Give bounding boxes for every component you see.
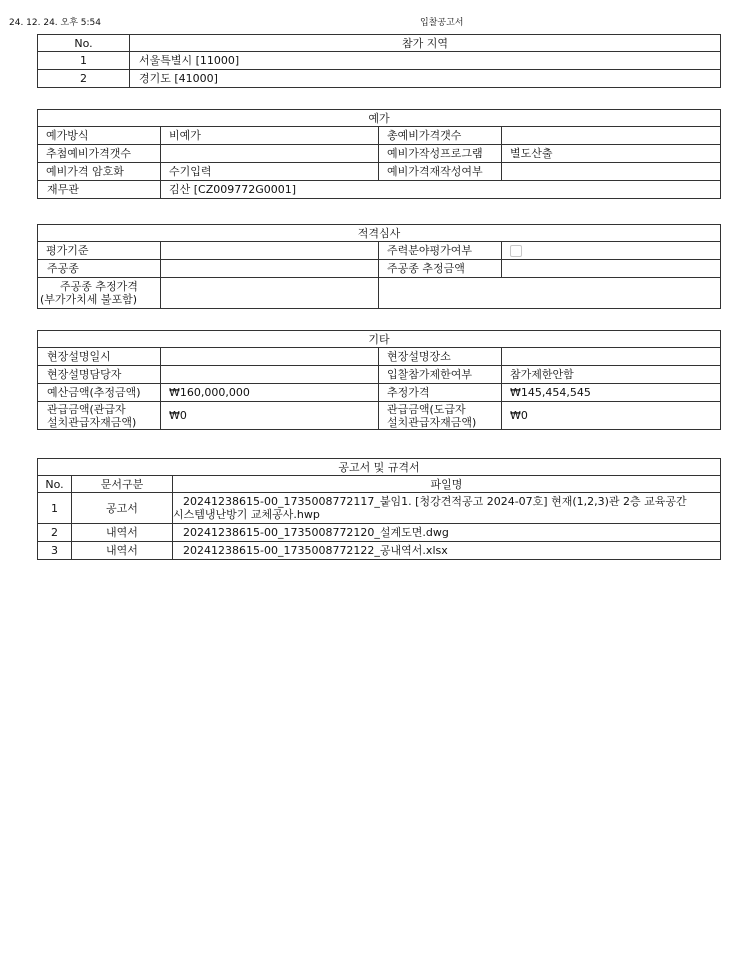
table-row	[38, 493, 721, 524]
qual-main-field-label: 주력분야평가여부	[379, 242, 502, 260]
table-row	[38, 542, 721, 560]
docs-row-file-line2: 시스템냉난방기 교체공사.hwp	[173, 508, 320, 521]
qual-price-label-line1: 주공종 추정가격	[60, 280, 138, 293]
etc-est-price-label: 추정가격	[379, 384, 502, 402]
table-row	[38, 384, 721, 402]
price-draw-count-label: 추첨예비가격갯수	[38, 145, 161, 163]
price-rewrite-value	[502, 163, 721, 181]
qual-price-label-line2: (부가가치세 불포함)	[40, 293, 138, 306]
table-row	[38, 145, 721, 163]
etc-briefing-place-value	[502, 348, 721, 366]
docs-col-no: No.	[38, 476, 72, 493]
region-row-no: 2	[38, 70, 130, 88]
price-officer-value: 김산 [CZ009772G0001]	[161, 181, 721, 199]
etc-briefing-place-label: 현장설명장소	[379, 348, 502, 366]
etc-table	[37, 330, 721, 430]
qual-main-type-price-value	[161, 278, 379, 309]
price-draw-count-value	[161, 145, 379, 163]
qual-main-type-price-label	[38, 278, 161, 309]
etc-supply-con-label-line2: 설치관급자재금액)	[387, 415, 477, 429]
region-row-no: 1	[38, 52, 130, 70]
etc-supply-gov-label-line1: 관급금액(관급자	[47, 402, 126, 416]
docs-row-type: 내역서	[72, 542, 173, 560]
etc-budget-label: 예산금액(추정금액)	[38, 384, 161, 402]
price-encrypt-value: 수기입력	[161, 163, 379, 181]
table-row	[38, 52, 721, 70]
price-rewrite-label: 예비가격재작성여부	[379, 163, 502, 181]
table-row	[38, 70, 721, 88]
print-datetime: 24. 12. 24. 오후 5:54	[9, 18, 101, 28]
docs-col-type: 문서구분	[72, 476, 173, 493]
etc-supply-con-label	[379, 402, 502, 430]
region-col-name: 참가 지역	[130, 35, 721, 52]
price-total-count-value	[502, 127, 721, 145]
docs-row-type: 내역서	[72, 524, 173, 542]
etc-briefing-person-label: 현장설명담당자	[38, 366, 161, 384]
docs-section-title: 공고서 및 규격서	[38, 459, 721, 476]
qual-criteria-label: 평가기준	[38, 242, 161, 260]
region-col-no: No.	[38, 35, 130, 52]
etc-briefing-date-label: 현장설명일시	[38, 348, 161, 366]
price-officer-label: 재무관	[38, 181, 161, 199]
table-row	[38, 163, 721, 181]
qual-main-field-cell	[502, 242, 721, 260]
etc-supply-gov-label	[38, 402, 161, 430]
qual-main-type-value	[161, 260, 379, 278]
docs-col-file: 파일명	[173, 476, 721, 493]
table-row	[38, 260, 721, 278]
etc-briefing-person-value	[161, 366, 379, 384]
price-encrypt-label: 예비가격 암호화	[38, 163, 161, 181]
docs-row-file-link[interactable]	[173, 493, 721, 524]
price-method-label: 예가방식	[38, 127, 161, 145]
table-row	[38, 127, 721, 145]
qual-main-type-amount-label: 주공종 추정금액	[379, 260, 502, 278]
main-field-checkbox[interactable]	[510, 245, 522, 257]
table-row	[38, 348, 721, 366]
table-row	[38, 524, 721, 542]
region-row-name: 경기도 [41000]	[130, 70, 721, 88]
etc-supply-gov-label-line2: 설치관급자재금액)	[47, 415, 137, 429]
etc-restrict-label: 입찰참가제한여부	[379, 366, 502, 384]
table-row	[38, 366, 721, 384]
price-section-title: 예가	[38, 110, 721, 127]
qual-section-title: 적격심사	[38, 225, 721, 242]
docs-row-no: 1	[38, 493, 72, 524]
price-method-value: 비예가	[161, 127, 379, 145]
etc-budget-value: ₩160,000,000	[161, 384, 379, 402]
docs-row-type: 공고서	[72, 493, 173, 524]
docs-row-file-link[interactable]: 20241238615-00_1735008772120_설계도면.dwg	[173, 524, 721, 542]
qual-criteria-value	[161, 242, 379, 260]
docs-row-no: 2	[38, 524, 72, 542]
page-header	[0, 0, 748, 30]
qual-empty-cell	[379, 278, 721, 309]
etc-section-title: 기타	[38, 331, 721, 348]
table-row	[38, 242, 721, 260]
price-program-value: 별도산출	[502, 145, 721, 163]
qual-main-type-label: 주공종	[38, 260, 161, 278]
table-row	[38, 181, 721, 199]
docs-row-no: 3	[38, 542, 72, 560]
etc-supply-con-label-line1: 관급금액(도급자	[387, 402, 466, 416]
region-table	[37, 34, 721, 88]
table-row	[38, 278, 721, 309]
price-total-count-label: 총예비가격갯수	[379, 127, 502, 145]
price-table	[37, 109, 721, 199]
document-title: 입찰공고서	[420, 18, 464, 28]
etc-supply-gov-value: ₩0	[161, 402, 379, 430]
docs-row-file-line1: 20241238615-00_1735008772117_붙임1. [청강견적공고 2024-07호] 현재(1,2,3)관 2층 교육공간	[183, 495, 687, 508]
qualification-table	[37, 224, 721, 309]
etc-restrict-value: 참가제한안함	[502, 366, 721, 384]
docs-row-file-link[interactable]: 20241238615-00_1735008772122_공내역서.xlsx	[173, 542, 721, 560]
table-row	[38, 402, 721, 430]
etc-est-price-value: ₩145,454,545	[502, 384, 721, 402]
etc-supply-con-value: ₩0	[502, 402, 721, 430]
qual-main-type-amount-value	[502, 260, 721, 278]
price-program-label: 예비가작성프로그램	[379, 145, 502, 163]
region-row-name: 서울특별시 [11000]	[130, 52, 721, 70]
documents-table	[37, 458, 721, 560]
etc-briefing-date-value	[161, 348, 379, 366]
